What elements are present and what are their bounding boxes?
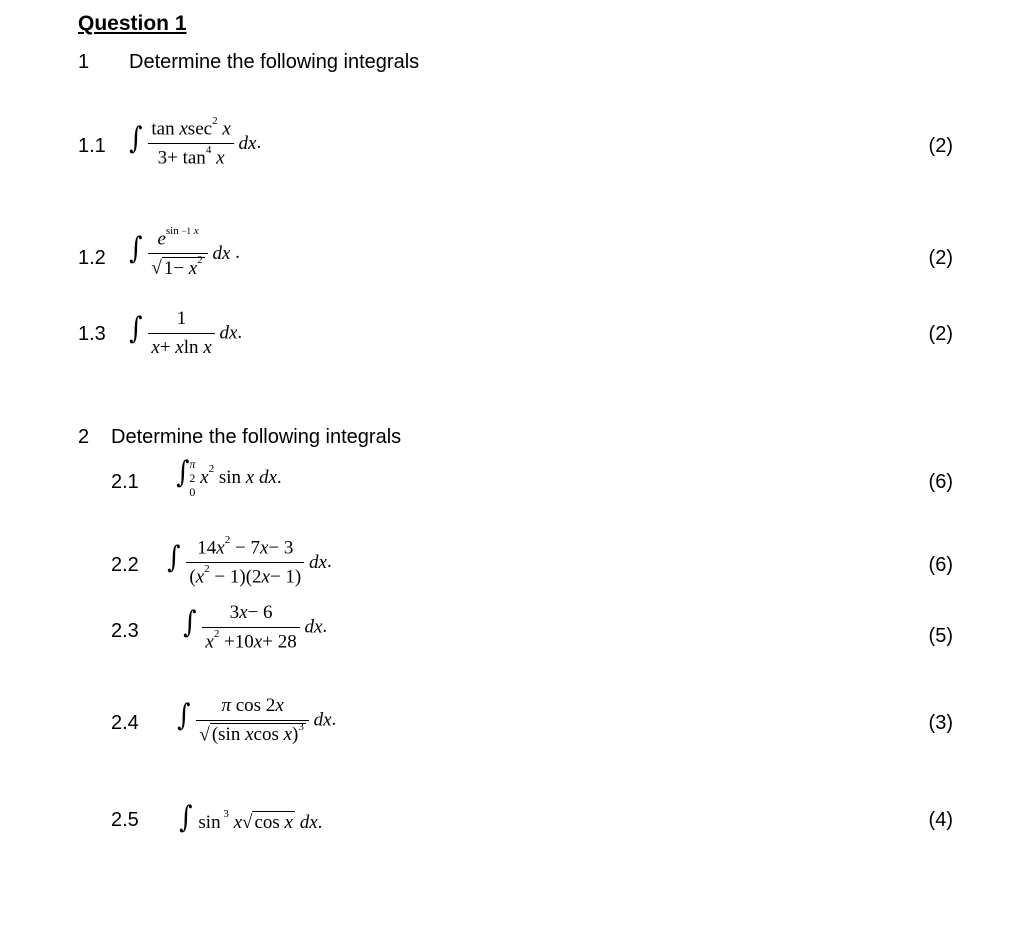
fraction-1-1: $\frac{\tan xsec^2 x}{3+ \tan^4 x}$: [148, 118, 233, 170]
fraction-2-3: $\frac{3x- 6}{x^2 +10x+ 28}$: [202, 602, 299, 653]
fraction-1-2: $\frac{e^{sin -1 x}}{√ 1- x^2}$: [148, 228, 207, 280]
integral-1-3: ∫ $\frac{1}{\text{x+ xln x}}$ dx.: [129, 308, 243, 358]
section2-number: 2: [78, 426, 90, 448]
section1-number: 1: [78, 51, 90, 73]
integral-sign-icon: ∫: [129, 310, 143, 346]
item-label-2-5: 2.5: [111, 809, 139, 831]
integral-sign-icon: ∫: [129, 231, 143, 267]
integral-sign-icon: ∫: [179, 800, 193, 835]
integral-sign-icon: ∫: [129, 121, 143, 157]
marks-2-1: (6): [928, 471, 953, 493]
item-label-1-1: 1.1: [78, 135, 106, 157]
item-label-2-4: 2.4: [111, 712, 139, 734]
integral-bounds: π 2 0: [189, 456, 196, 499]
fraction-2-4: $\frac{\text{π cos 2x}}{√ (\sin xcos x)^3}$: [196, 695, 308, 746]
section2-heading: Determine the following integrals: [111, 426, 402, 448]
item-label-2-1: 2.1: [111, 471, 139, 493]
integral-2-1: ∫ π 2 0 $x^2$ sin x dx.: [176, 455, 282, 499]
integral-1-2: ∫ $\frac{e^{sin -1 x}}{√ 1- x^2}$ dx .: [129, 225, 240, 279]
integral-sign-icon: ∫: [177, 698, 191, 734]
marks-2-2: (6): [928, 554, 953, 576]
fraction-1-3: $\frac{1}{\text{x+ xln x}}$: [148, 308, 214, 359]
item-label-2-2: 2.2: [111, 554, 139, 576]
integral-2-3: ∫ $\frac{3x- 6}{x^2 +10x+ 28}$ dx.: [183, 602, 328, 653]
integral-2-4: ∫ $\frac{\text{π cos 2x}}{√ (\sin xcos x)^3}$ dx.: [177, 695, 337, 746]
integral-sign-icon: ∫: [176, 455, 190, 490]
marks-2-4: (3): [928, 712, 953, 734]
item-label-2-3: 2.3: [111, 620, 139, 642]
marks-1-3: (2): [928, 323, 953, 345]
integral-sign-icon: ∫: [167, 540, 181, 576]
question-title: Question 1: [78, 12, 187, 35]
integral-2-2: ∫ $\frac{14x^2 - 7x- 3}{(x^2 - 1)(2x- 1)}$ dx.: [167, 534, 332, 588]
marks-2-3: (5): [928, 625, 953, 647]
marks-1-2: (2): [928, 247, 953, 269]
integral-1-1: ∫ $\frac{\tan xsec^2 x}{3+ \tan^4 x}$ dx.: [129, 115, 262, 169]
item-label-1-2: 1.2: [78, 247, 106, 269]
item-label-1-3: 1.3: [78, 323, 106, 345]
section1-heading: Determine the following integrals: [129, 51, 420, 73]
fraction-2-2: $\frac{14x^2 - 7x- 3}{(x^2 - 1)(2x- 1)}$: [186, 537, 304, 589]
integral-sign-icon: ∫: [183, 605, 197, 641]
integral-2-5: ∫ sin $^3$ x√ cos x dx.: [179, 800, 323, 835]
marks-1-1: (2): [928, 135, 953, 157]
marks-2-5: (4): [928, 809, 953, 831]
